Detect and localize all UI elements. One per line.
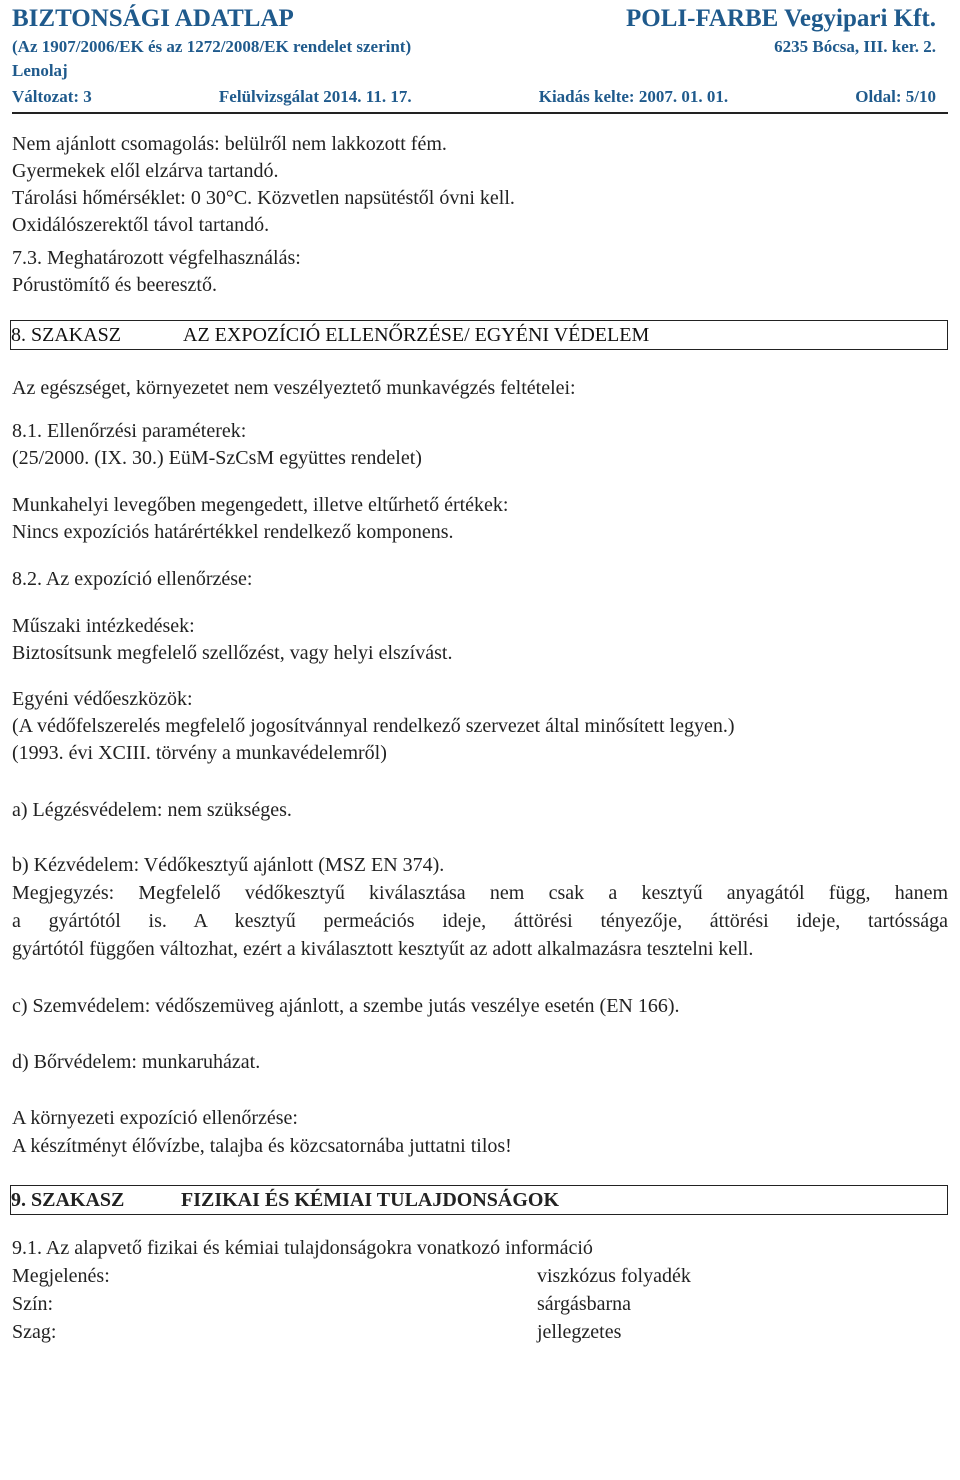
text-line: A készítményt élővízbe, talajba és közcsatornába juttatni tilos!	[12, 1135, 512, 1157]
text-line: a) Légzésvédelem: nem szükséges.	[12, 799, 292, 821]
section-number: 8. SZAKASZ	[11, 324, 122, 346]
revision-text: Felülvizsgálat 2014. 11. 17.	[218, 87, 412, 106]
section-8-heading	[10, 320, 948, 350]
doc-title: BIZTONSÁGI ADATLAP	[12, 5, 294, 32]
header-title-row	[12, 4, 936, 34]
property-label: Szín:	[12, 1293, 54, 1315]
property-value: jellegzetes	[537, 1321, 622, 1343]
text-line: Nem ajánlott csomagolás: belülről nem lakkozott fém.	[12, 133, 447, 155]
text-line: Munkahelyi levegőben megengedett, illetve eltűrhető értékek:	[12, 494, 509, 516]
subsection-heading: 7.3. Meghatározott végfelhasználás:	[12, 247, 301, 269]
text-line: b) Kézvédelem: Védőkesztyű ajánlott (MSZ EN 374).	[12, 854, 445, 876]
header-sub-row	[12, 36, 936, 58]
property-row	[12, 1319, 948, 1345]
text-line: (1993. évi XCIII. törvény a munkavédelemről)	[12, 742, 387, 764]
text-line: Egyéni védőeszközök:	[12, 688, 193, 710]
text-line: Oxidálószerektől távol tartandó.	[12, 214, 270, 236]
text-line: Nincs expozíciós határértékkel rendelkező komponens.	[12, 521, 454, 543]
property-label: Megjelenés:	[12, 1265, 110, 1287]
page-number: Oldal: 5/10	[855, 87, 936, 106]
text-line: Biztosítsunk megfelelő szellőzést, vagy helyi elszívást.	[12, 642, 453, 664]
section-number: 9. SZAKASZ	[11, 1189, 125, 1211]
property-value: sárgásbarna	[537, 1293, 632, 1315]
issued-text: Kiadás kelte: 2007. 01. 01.	[538, 87, 729, 106]
text-line: Pórustömítő és beeresztő.	[12, 274, 217, 296]
text-line: gyártótól függően változhat, ezért a kiválasztott kesztyűt az adott alkalmazásra tesztelni kell.	[12, 938, 754, 960]
text-line: Az egészséget, környezetet nem veszélyeztető munkavégzés feltételei:	[12, 377, 576, 399]
text-line: Gyermekek elől elzárva tartandó.	[12, 160, 279, 182]
text-line: (25/2000. (IX. 30.) EüM-SzCsM együttes rendelet)	[12, 447, 422, 469]
section-title: AZ EXPOZÍCIÓ ELLENŐRZÉSE/ EGYÉNI VÉDELEM	[183, 324, 650, 346]
property-row	[12, 1263, 948, 1289]
header-meta-row	[12, 86, 936, 108]
subsection-heading: 9.1. Az alapvető fizikai és kémiai tulajdonságokra vonatkozó információ	[12, 1237, 593, 1259]
text-line: d) Bőrvédelem: munkaruházat.	[12, 1051, 261, 1073]
header-rule	[12, 112, 948, 114]
company-name: POLI-FARBE Vegyipari Kft.	[626, 5, 936, 32]
text-line: Megjegyzés: Megfelelő védőkesztyű kiválasztása nem csak a kesztyű anyagától függ, hanem	[12, 882, 948, 904]
company-address: 6235 Bócsa, III. ker. 2.	[774, 37, 936, 56]
regulation-text: (Az 1907/2006/EK és az 1272/2008/EK rendelet szerint)	[12, 37, 412, 56]
property-label: Szag:	[12, 1321, 57, 1343]
text-line: A környezeti expozíció ellenőrzése:	[12, 1107, 298, 1129]
header-product-row	[12, 60, 936, 82]
subsection-heading: 8.2. Az expozíció ellenőrzése:	[12, 568, 253, 590]
product-name: Lenolaj	[12, 61, 68, 80]
text-line: (A védőfelszerelés megfelelő jogosítvánnyal rendelkező szervezet által minősített legyen.)	[12, 715, 735, 737]
text-line: Műszaki intézkedések:	[12, 615, 195, 637]
text-line: a gyártótól is. A kesztyű permeációs ideje, áttörési tényezője, áttörési ideje, tartóssága	[12, 910, 948, 932]
section-9-heading	[10, 1185, 948, 1215]
version-text: Változat: 3	[12, 87, 92, 106]
subsection-heading: 8.1. Ellenőrzési paraméterek:	[12, 420, 247, 442]
text-line: Tárolási hőmérséklet: 0 30°C. Közvetlen napsütéstől óvni kell.	[12, 187, 515, 209]
property-value: viszkózus folyadék	[537, 1265, 691, 1287]
section-title: FIZIKAI ÉS KÉMIAI TULAJDONSÁGOK	[181, 1189, 560, 1211]
text-line: c) Szemvédelem: védőszemüveg ajánlott, a szembe jutás veszélye esetén (EN 166).	[12, 995, 680, 1017]
property-row	[12, 1291, 948, 1317]
